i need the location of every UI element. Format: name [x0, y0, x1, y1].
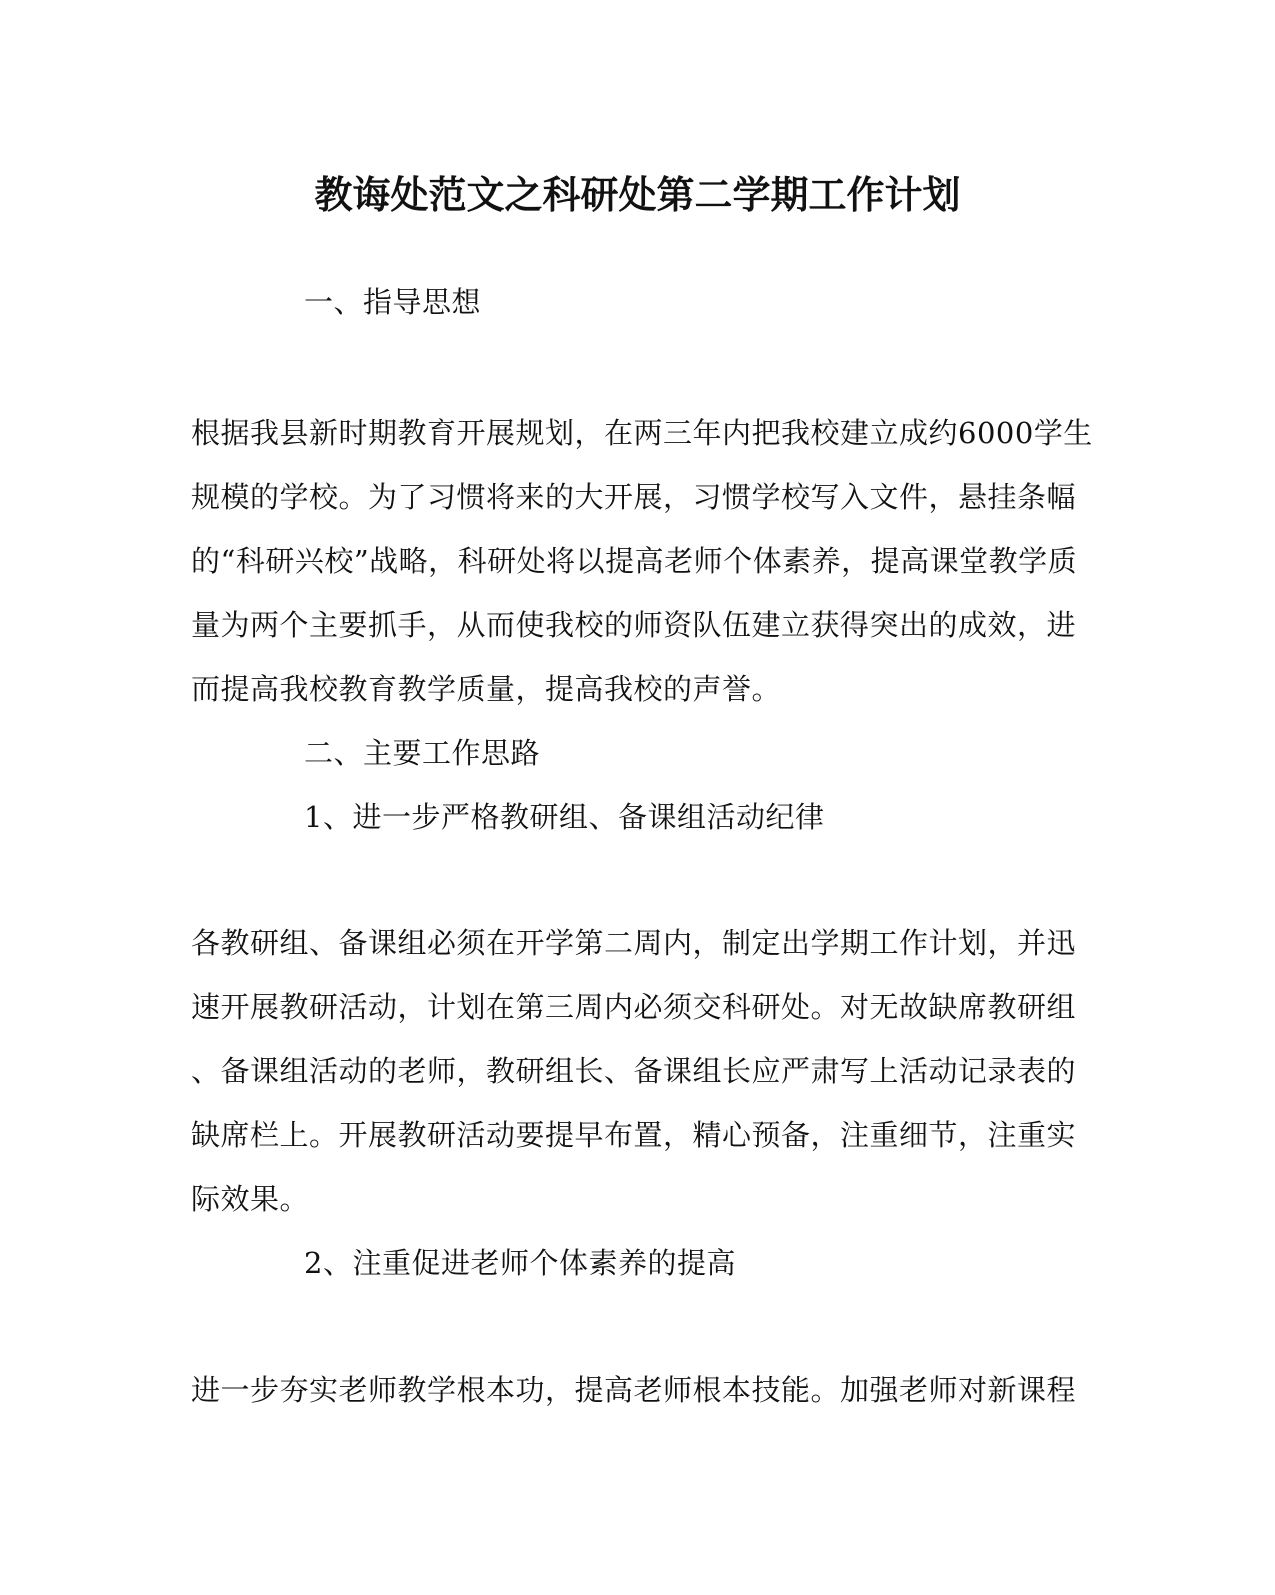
item2-paragraph: [191, 1358, 1077, 1422]
paragraph-line: 进一步夯实老师教学根本功，提高老师根本技能。加强老师对新课程: [191, 1373, 1077, 1407]
item2-heading: 2、注重促进老师个体素养的提高: [304, 1246, 736, 1280]
paragraph-line: 缺席栏上。开展教研活动要提早布置，精心预备，注重细节，注重实: [191, 1118, 1077, 1152]
paragraph-line: 根据我县新时期教育开展规划，在两三年内把我校建立成约6000学生: [191, 416, 1093, 450]
section1-heading-block: [191, 270, 1053, 334]
paragraph-line: 量为两个主要抓手，从而使我校的师资队伍建立获得突出的成效，进: [191, 608, 1077, 642]
paragraph-line: 的“科研兴校”战略，科研处将以提高老师个体素养，提高课堂教学质: [191, 544, 1078, 578]
document-title: 教诲处范文之科研处第二学期工作计划: [314, 172, 961, 217]
paragraph-line: 速开展教研活动，计划在第三周内必须交科研处。对无故缺席教研组: [191, 990, 1077, 1024]
paragraph-line: 、备课组活动的老师，教研组长、备课组长应严肃写上活动记录表的: [191, 1054, 1077, 1088]
section2-heading: 二、主要工作思路: [304, 736, 541, 770]
paragraph-line: 规模的学校。为了习惯将来的大开展，习惯学校写入文件，悬挂条幅: [191, 480, 1077, 514]
paragraph-line: 而提高我校教育教学质量，提高我校的声誉。: [191, 672, 782, 706]
paragraph-line: 各教研组、备课组必须在开学第二周内，制定出学期工作计划，并迅: [191, 926, 1077, 960]
paragraph-line: 际效果。: [191, 1182, 310, 1216]
item1-paragraph: [191, 911, 1077, 1295]
section1-paragraph: [191, 401, 1093, 849]
section1-heading: 一、指导思想: [304, 285, 482, 319]
item1-heading: 1、进一步严格教研组、备课组活动纪律: [304, 800, 825, 834]
